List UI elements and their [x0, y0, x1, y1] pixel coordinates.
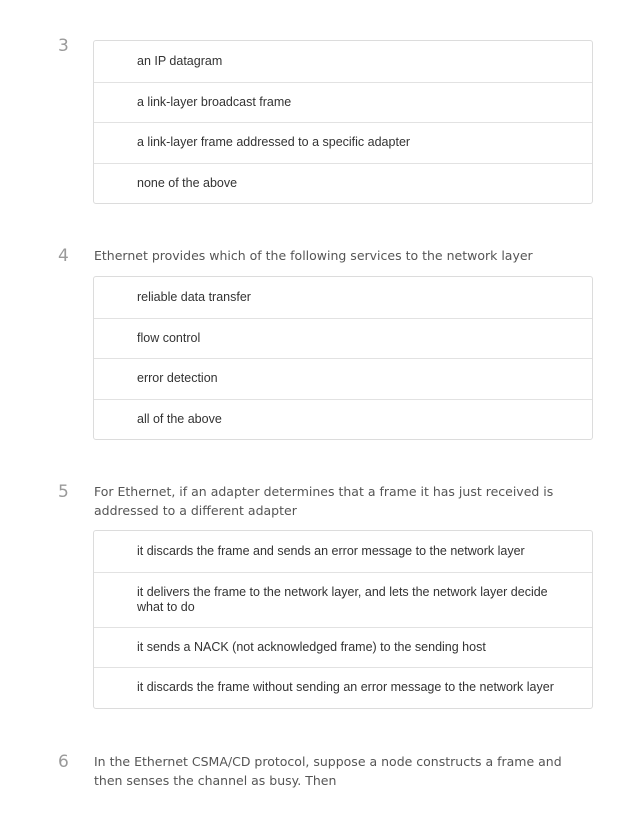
answer-options [93, 40, 593, 204]
answer-option[interactable]: it delivers the frame to the network layer, and lets the network layer decide what to do [94, 572, 592, 627]
answer-option[interactable]: all of the above [94, 399, 592, 440]
question-text: In the Ethernet CSMA/CD protocol, suppose a node constructs a frame and then senses the channel as busy. Then [94, 754, 562, 788]
question-number: 3 [58, 36, 69, 56]
answer-option[interactable]: it sends a NACK (not acknowledged frame) to the sending host [94, 627, 592, 668]
answer-options [93, 276, 593, 440]
answer-option[interactable]: a link-layer broadcast frame [94, 82, 592, 123]
answer-option[interactable]: error detection [94, 358, 592, 399]
answer-option[interactable]: an IP datagram [137, 53, 223, 68]
answer-option[interactable]: flow control [94, 318, 592, 359]
answer-option[interactable]: a link-layer frame addressed to a specific adapter [94, 122, 592, 163]
question-text: For Ethernet, if an adapter determines that a frame it has just received is addressed to a different adapter [94, 484, 554, 518]
answer-option[interactable]: it discards the frame and sends an error message to the network layer [137, 543, 525, 558]
answer-option[interactable]: reliable data transfer [137, 289, 251, 304]
answer-option[interactable]: it discards the frame without sending an error message to the network layer [94, 667, 592, 708]
question-number: 4 [58, 246, 69, 266]
question-number: 5 [58, 482, 69, 502]
question-text: Ethernet provides which of the following services to the network layer [94, 248, 533, 263]
answer-option[interactable]: none of the above [94, 163, 592, 204]
answer-options [93, 530, 593, 709]
question-number: 6 [58, 752, 69, 772]
